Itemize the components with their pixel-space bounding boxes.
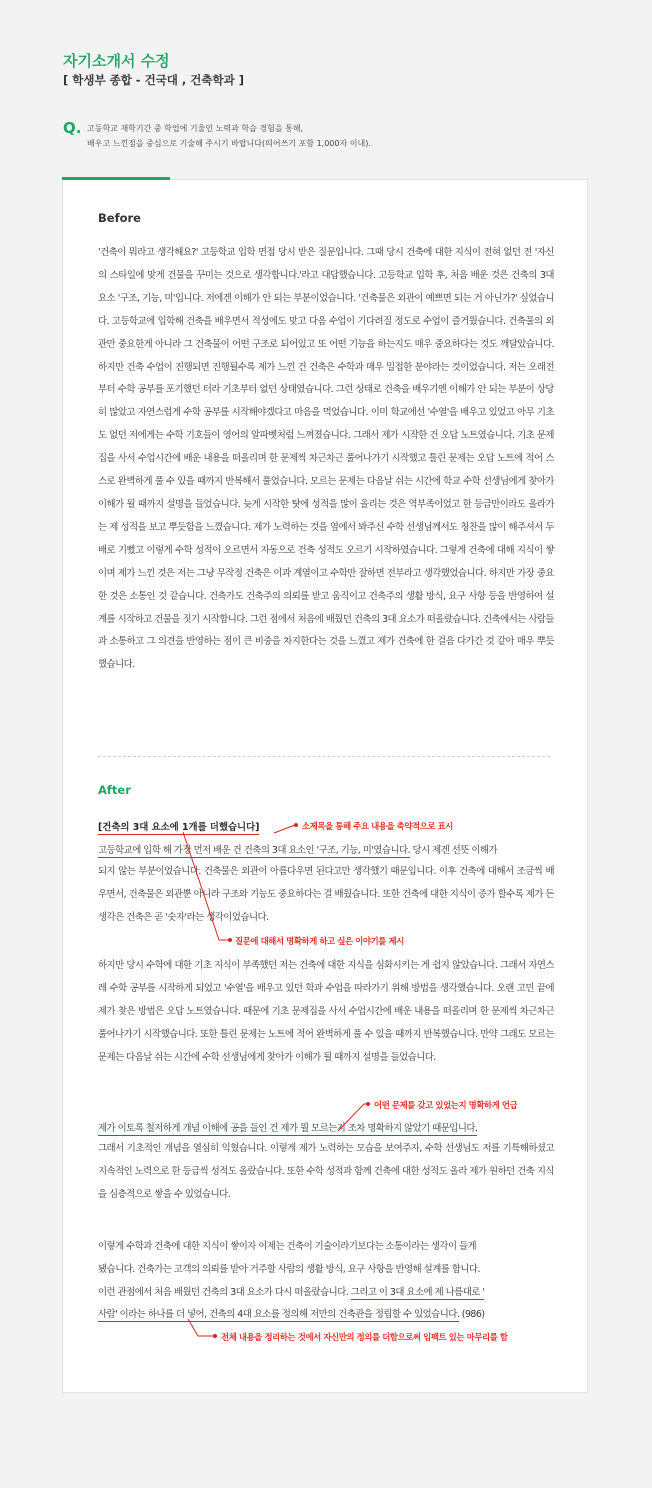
connector-2 — [183, 832, 229, 940]
after-title: After — [98, 783, 131, 797]
connector-dot-3 — [366, 1102, 370, 1106]
before-title: Before — [98, 211, 141, 225]
annotation-1: 소제목을 통해 주요 내용을 축약적으로 표시 — [302, 821, 454, 831]
connector-3 — [338, 1104, 367, 1131]
connector-dot-2 — [228, 938, 232, 942]
after-heading: [건축의 3대 요소에 1개를 더했습니다] — [98, 819, 259, 835]
after-p4-highlight-b: 사람' 이라는 하나를 더 넣어, 건축의 4대 요소를 정의해 저만의 건축관을 정립할 수 있었습니다. — [98, 1309, 460, 1320]
annotation-3: 어떤 문제를 갖고 있었는지 명확하게 언급 — [374, 1100, 518, 1110]
after-p1-line1-tail: 당시 제겐 선뜻 이해가 — [410, 845, 498, 856]
after-p4-char-count: (986) — [459, 1309, 485, 1320]
after-p4-line1: 이렇게 수학과 건축에 대한 지식이 쌓이자 이제는 건축이 기술이라기보다는 소통이라는 생각이 들게 — [98, 1241, 477, 1252]
after-p2: 하지만 당시 수학에 대한 기초 지식이 부족했던 저는 건축에 대한 지식을 심화시키는 게 쉽지 않았습니다. 그래서 자연스레 수학 공부를 시작하게 되었고 '수열'을 배우고 있던 학과 수업을 따라가기 위해 방법을 생각했습니다. 오랜 고민 끝에 제가 찾은 방법은 오답 노트였습니다. 때문에 기초 문제집을 사서 수업시간에 배운 내용을 떠올리며 한 문제씩 차근차근 풀어나가기 시작했습니다. 또한 틀린 문제는 노트에 적어 완벽하게 풀 수 있을 때까지 반복했습니다. 만약 그래도 모르는 문제는 다음날 쉬는 시간에 수학 선생님에게 찾아가 이해가 될 때까지 설명을 들었습니다. — [98, 960, 554, 1063]
question-line-1: 고등학교 재학기간 중 학업에 기울인 노력과 학습 경험을 통해, — [87, 124, 304, 133]
after-p4-line3-head: 이런 관점에서 처음 배웠던 건축의 3대 요소가 다시 떠올랐습니다. — [98, 1287, 351, 1298]
annotation-2: 질문에 대해서 명확하게 하고 싶은 이야기를 제시 — [235, 936, 404, 946]
after-p1-rest: 되지 않는 부분이었습니다. 건축물은 외관이 아름다우면 된다고만 생각했기 때문입니다. 이후 건축에 대해서 조금씩 배우면서, 건축물은 외관뿐 아니라 구조와 기능도 중요하다는 걸 배웠습니다. 또한 건축에 대한 지식이 증가 할수록 제가 든 생각은 건축은 곧 '숫자'라는 생각이었습니다. — [98, 866, 554, 923]
connector-dot-1 — [294, 823, 298, 827]
connector-1 — [274, 825, 295, 833]
question-line-2: 배우고 느낀점을 중심으로 기술해 주시기 바랍니다(띄어쓰기 포함 1,000자 이내). — [87, 139, 371, 148]
annotation-4: 전체 내용을 정리하는 것에서 자신만의 정의를 더함으로써 임팩트 있는 마무리를 함 — [221, 1332, 508, 1342]
connector-dot-4 — [213, 1334, 217, 1338]
after-p4-line2: 됐습니다. 건축가는 고객의 의뢰를 받아 거주할 사람의 생활 방식, 요구 사항을 반영해 설계를 합니다. — [98, 1264, 480, 1275]
after-p3-rest: 그래서 기초적인 개념을 열심히 익혔습니다. 이렇게 제가 노력하는 모습을 보여주자, 수학 선생님도 저를 기특해하셨고 지속적인 노력으로 한 등급씩 성적도 올랐습니다. 또한 수학 성적과 함께 건축에 대한 성적도 올라 제가 원하던 건축 지식을 심층적으로 쌓을 수 있었습니다. — [98, 1143, 554, 1200]
page-title: 자기소개서 수정 — [63, 52, 170, 70]
before-body: '건축이 뭐라고 생각해요?' 고등학교 입학 면접 당시 받은 질문입니다. 그때 당시 건축에 대한 지식이 전혀 없던 전 '자신의 스타일에 맞게 건물을 꾸미는 것으로 생각합니다.'라고 대답했습니다. 고등학교 입학 후, 처음 배운 것은 건축의 3대 요소 '구조, 기능, 미'입니다. 저에겐 이해가 안 되는 부분이었습니다. '건축물은 외관이 예쁘면 되는 거 아닌가?' 싶었습니다. 고등학교에 입학해 건축을 배우면서 적성에도 맞고 다음 수업이 기다려질 정도로 수업이 즐거웠습니다. 건축물의 외관만 중요한게 아니라 그 건축물이 어떤 구조로 되어있고 또 어떤 기능을 하는지도 매우 중요하다는 것도 깨달았습니다.하지만 건축 수업이 진행되면 진행될수록 제가 느낀 건 건축은 수학과 매우 밀접한 분야라는 것이었습니다. 저는 오래전부터 수학 공부를 포기했던 터라 기초부터 없던 상태였습니다. 그런 상태로 건축을 배우기엔 이해가 안 되는 부분이 상당히 많았고 자연스럽게 수학 공부를 시작해야겠다고 마음을 먹었습니다. 이미 학교에선 '수열'을 배우고 있었고 아무 기초도 없던 저에게는 수학 기호들이 영어의 알파벳처럼 느껴졌습니다. 그래서 제가 시작한 건 오답 노트였습니다. 기초 문제집을 사서 수업시간에 배운 내용을 떠올리며 한 문제씩 차근차근 풀어나가기 시작했고 틀린 문제는 오답 노트에 적어 스스로 완벽하게 풀 수 있을 때까지 반복해서 풀었습니다. 모르는 문제는 다음날 쉬는 시간에 학교 수학 선생님에게 찾아가 이해가 될 때까지 설명을 들었습니다. 늦게 시작한 탓에 성적을 많이 올리는 것은 역부족이었고 한 등급만이라도 올라가는 제 성적을 보고 뿌듯함을 느꼈습니다. 제가 노력하는 것을 옆에서 봐주신 수학 선생님께서도 칭찬을 많이 해주셔서 두 배로 기뻤고 이렇게 수학 성적이 오르면서 자동으로 건축 성적도 오르기 시작하였습니다. 그렇게 건축에 대해 지식이 쌓이며 제가 느낀 것은 저는 그냥 무작정 건축은 이과 계열이고 수학만 잘하면 전부라고 생각했었습니다. 하지만 가장 중요한 것은 소통인 것 같습니다. 건축가도 건축주의 의뢰를 받고 움직이고 건축주의 생활 방식, 요구 사항 등을 반영하여 설계를 시작하고 건물을 짓기 시작합니다. 그런 점에서 처음에 배웠던 건축의 3대 요소가 떠올랐습니다. 건축에서는 사람들과 소통하고 그 의견을 반영하는 점이 큰 비중을 차지한다는 것을 느꼈고 제가 건축에 한 걸음 다가간 것 같아 매우 뿌듯했습니다. — [98, 247, 554, 671]
after-p1-highlight: 고등학교에 입학 해 가장 먼저 배운 건 건축의 3대 요소인 '구조, 기능, 미'였습니다. — [98, 845, 411, 856]
after-p3-highlight: 제가 이토록 철저하게 개념 이해에 공을 들인 건 제가 뭘 모르는지 조차 명확하지 않았기 때문입니다. — [98, 1123, 478, 1134]
after-p4-highlight-a: 그리고 이 3대 요소에 제 나름대로 ' — [350, 1287, 485, 1298]
question-mark: Q. — [63, 119, 82, 137]
connector-4 — [188, 1319, 214, 1336]
page-subtitle: [ 학생부 종합 - 건국대 , 건축학과 ] — [63, 73, 244, 87]
